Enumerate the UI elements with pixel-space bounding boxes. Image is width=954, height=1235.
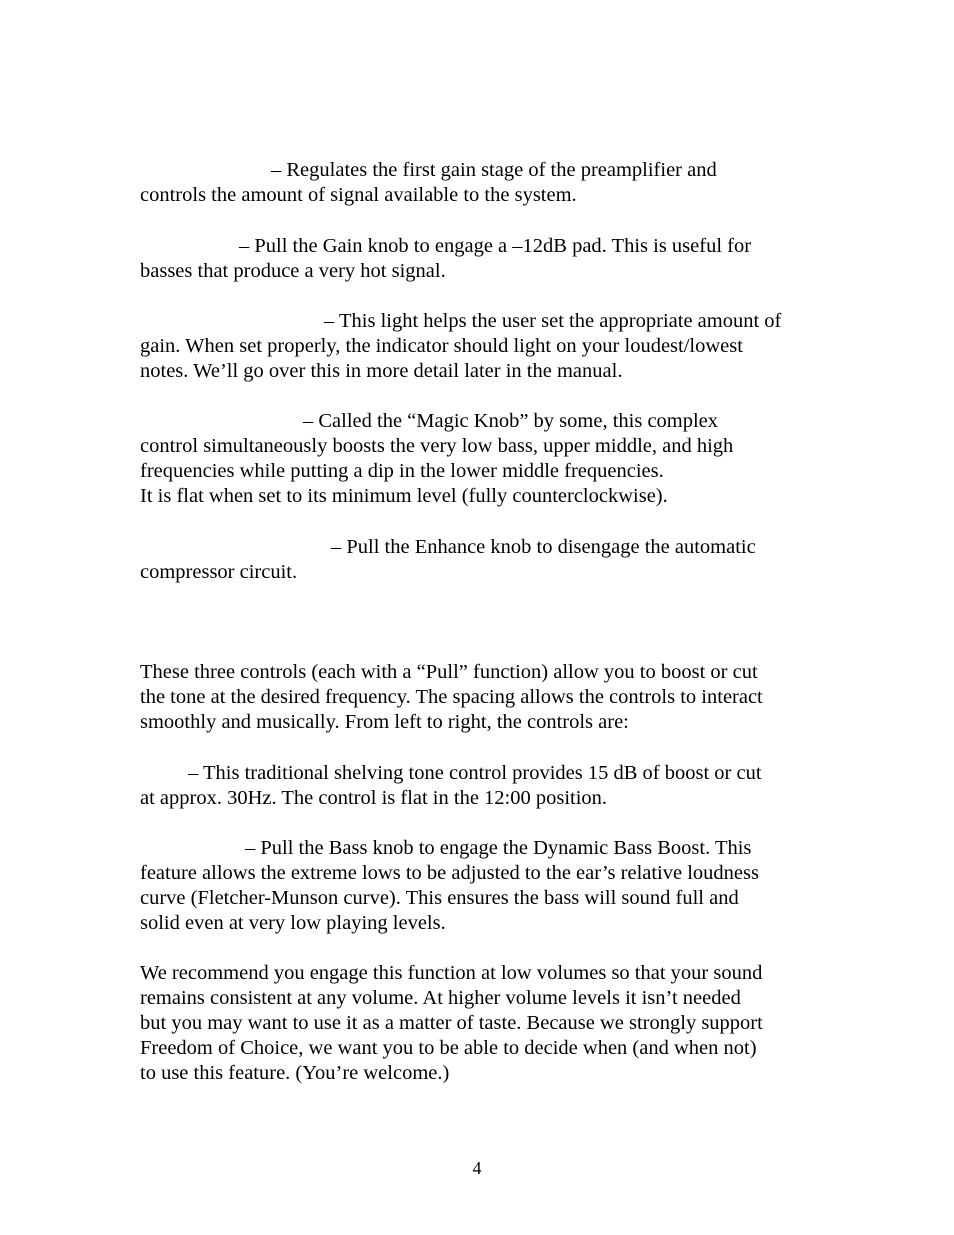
text-line: These three controls (each with a “Pull” function) allow you to boost or cut <box>140 661 758 683</box>
text-line: – Regulates the first gain stage of the preamplifier and <box>271 159 717 181</box>
text-line: but you may want to use it as a matter of taste. Because we strongly support <box>140 1012 763 1034</box>
text-line: basses that produce a very hot signal. <box>140 260 446 282</box>
text-line: – This light helps the user set the appropriate amount of <box>324 310 782 332</box>
paragraph-eq-intro <box>140 660 840 735</box>
text-line: – Pull the Bass knob to engage the Dynamic Bass Boost. This <box>245 837 752 859</box>
paragraph-recommendation <box>140 961 840 1086</box>
text-line: notes. We’ll go over this in more detail later in the manual. <box>140 360 623 382</box>
text-line: smoothly and musically. From left to right, the controls are: <box>140 711 629 733</box>
text-line: to use this feature. (You’re welcome.) <box>140 1062 450 1084</box>
text-line: – This traditional shelving tone control provides 15 dB of boost or cut <box>188 762 762 784</box>
text-line: – Pull the Gain knob to engage a –12dB pad. This is useful for <box>239 235 752 257</box>
text-line: frequencies while putting a dip in the lower middle frequencies. <box>140 460 664 482</box>
text-line: controls the amount of signal available to the system. <box>140 184 577 206</box>
text-line: control simultaneously boosts the very low bass, upper middle, and high <box>140 435 734 457</box>
page-number: 4 <box>472 1158 482 1178</box>
text-line: Freedom of Choice, we want you to be able to decide when (and when not) <box>140 1037 757 1059</box>
text-line: It is flat when set to its minimum level (fully counterclockwise). <box>140 485 668 507</box>
text-line: – Pull the Enhance knob to disengage the automatic <box>331 536 756 558</box>
text-line: at approx. 30Hz. The control is flat in the 12:00 position. <box>140 787 608 809</box>
paragraph-dynamic-bass-boost-description <box>140 836 840 936</box>
paragraph-clip-light-description <box>140 309 840 384</box>
text-line: solid even at very low playing levels. <box>140 912 446 934</box>
text-line: compressor circuit. <box>140 561 298 583</box>
text-line: We recommend you engage this function at low volumes so that your sound <box>140 962 763 984</box>
text-line: the tone at the desired frequency. The spacing allows the controls to interact <box>140 686 763 708</box>
text-line: curve (Fletcher-Munson curve). This ensures the bass will sound full and <box>140 887 739 909</box>
paragraph-pull-pad-description <box>140 234 840 284</box>
text-line: gain. When set properly, the indicator should light on your loudest/lowest <box>140 335 743 357</box>
text-line: – Called the “Magic Knob” by some, this complex <box>303 410 719 432</box>
paragraph-enhance-description <box>140 409 840 509</box>
paragraph-bass-description <box>140 761 840 811</box>
paragraph-pull-compressor-description <box>140 535 840 585</box>
text-line: remains consistent at any volume. At higher volume levels it isn’t needed <box>140 987 741 1009</box>
paragraph-gain-description <box>140 158 840 208</box>
text-line: feature allows the extreme lows to be adjusted to the ear’s relative loudness <box>140 862 759 884</box>
